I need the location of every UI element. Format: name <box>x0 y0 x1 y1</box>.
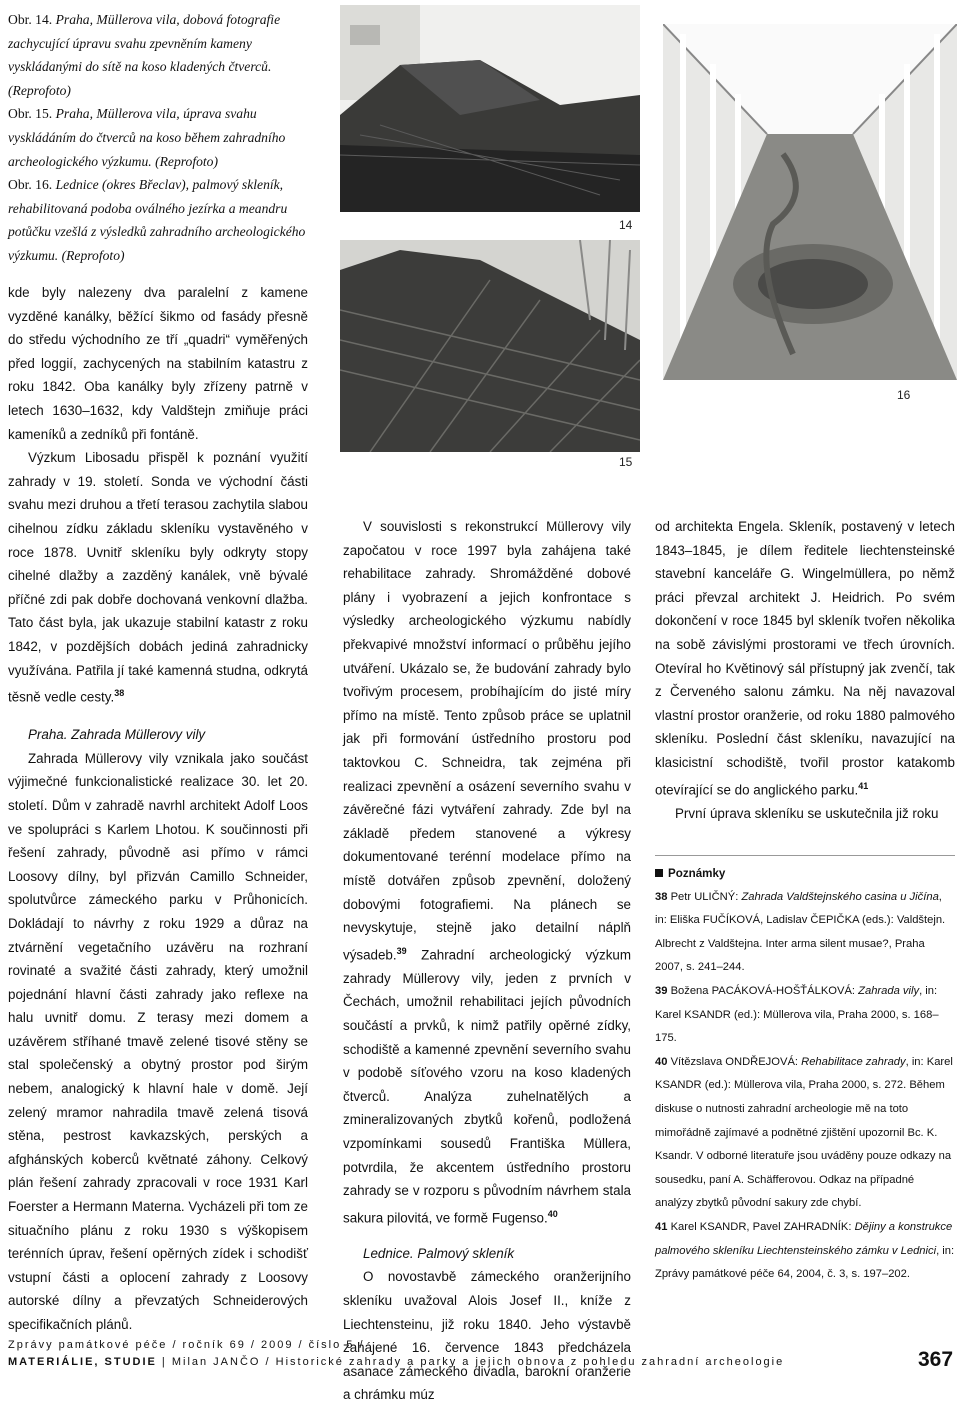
figure-15-number: 15 <box>619 455 633 469</box>
caption-15: Obr. 15. Praha, Müllerova vila, úprava svahu vyskládáním do čtverců na koso během zahradního archeologického výzkumu. (Reprofoto) <box>8 106 286 169</box>
figure-14-photo <box>340 5 640 212</box>
figure-16-photo <box>663 24 957 380</box>
paragraph: V souvislosti s rekonstrukcí Müllerovy vily započatou v roce 1997 byla zahájena také rehabilitace zahrady. Shromážděné dobové plány i vyobrazení a jejich konfrontace s výsledky archeologického výzkumu nabídly překvapivé množství informací o průběhu jejího utváření. Ukázalo se, že budování zahrady bylo tvořivým procesem, probíhajícím do jisté míry přímo na místě. Tento způsob práce se uplatnil jak při formování ústředního prostoru pod taktovkou C. Schneidra, tak zejména při realizaci zpevnění a osázení severního svahu v závěrečné fázi vytváření zahrady. Zde byl na základě předem stanovené a výkresy dokumentované terénní modelace přímo na místě dotvářen způsob zpevnění, doložený dobovými fotografiemi. Na plánech se nevyskytuje, stejně jako detailní náplň výsadeb.$^{39}$ Zahradní archeologický výzkum zahrady Müllerovy vily, jeden z prvních v Čechách, umožnil rehabilitaci jejích původních součástí a prvků, k nimž patřily opěrné zídky, schodiště a kamenné zpevnění severního svahu v podobě síťového vzoru na koso kladených čtverců. Analýza zuhelnatělých a zmineralizovaných zbytků kořenů, podložená vzpomínkami sousedů Františka Müllera, potvrdila, že akcentem ústředního prostoru zahrady se v rozporu s původním návrhem stala sakura pilovitá, ve formě Fugenso.$^{40}$ <box>343 519 631 1226</box>
text-column-3 <box>655 515 955 825</box>
notes-divider <box>655 855 955 856</box>
footnote-38: 38 Petr ULIČNÝ: Zahrada Valdštejnského casina u Jičína, in: Eliška FUČÍKOVÁ, Ladislav ČEPIČKA (eds.): Valdštejn. Albrecht z Valdštejna. Inter arma silent musae?, Praha 2007, s. 241–244. <box>655 890 946 974</box>
paragraph: Zahrada Müllerovy vily vznikala jako součást výjimečné funkcionalistické realizace 30. let 20. století. Dům v zahradě navrhl architekt Adolf Loos ve spolupráci s Karlem Lhotou. K součinnosti při řešení zahrady, původně asi přímo v rámci Loosovy dílny, byl přizván Camillo Schneider, spolutvůrce zámeckého parku v Průhonicích. Dokládají to návrhy z roku 1929 a důraz na ztvárnění vegetačního uzávěru na rozhraní rovinaté a svažité části zahrady, který umožnil pojednání hlavní části zahrady jako reflexe na halu uvnitř domu. Z terasy mezi domem a uzávěrem stříhané tmavě zelené tisové stěny se stal společenský a obytný prostor pod širým nebem, analogický k hlavní hale v domě. Její zelený mramor nahradila tmavě zelená tisová stěna, pestrost kavkazských, perských a afghánských koberců květnaté záhony. Celkový plán řešení zahrady zpracovali v roce 1931 Karl Foerster a Hermann Materna. Vycházeli při tom ze situačního plánu z roku 1930 s výškopisem terénních úprav, řešení opěrných zídek i schodišť vstupní části a oplocení zahrady z Loosovy autorské dílny a převzatých Schneiderových specifikačních plánů. <box>8 750 308 1332</box>
text-column-2 <box>343 515 631 1407</box>
footnote-ref-41: 41 <box>858 780 869 791</box>
section-label: MATERIÁLIE, STUDIE <box>8 1356 157 1368</box>
notes-title: Poznámky <box>655 862 955 886</box>
paragraph: od architekta Engela. Skleník, postavený v letech 1843–1845, je dílem ředitele liechtensteinské stavební kanceláře G. Wingelmüllera, po němž práci převzal architekt J. Heidrich. Po svém dokončení v roce 1845 byl skleník tvořen několika na sobě závislými prostorami ve třech úrovních. Otevíral ho Květinový sál přístupný jak zvenčí, tak z Červeného salonu zámku. Na něj navazoval vlastní prostor oranžerie, od roku 1880 palmového skleníku. Poslední část skleníku, navazující na klasicistní schodiště, tvořil prostor katakomb otevírající se do anglického parku.$^{41}$ <box>655 519 955 797</box>
article-author-title: Milan JANČO / Historické zahrady a parky a jejich obnova z pohledu zahradní archeologie <box>171 1356 785 1368</box>
footnotes <box>655 862 955 1287</box>
caption-14: Obr. 14. Praha, Müllerova vila, dobová fotografie zachycující úpravu svahu zpevněním kameny vyskládanými do sítě na koso kladených čtverců. (Reprofoto) <box>8 12 281 98</box>
footnote-41: 41 Karel KSANDR, Pavel ZAHRADNÍK: Dějiny a konstrukce palmového skleníku Liechtensteinského zámku v Lednici, in: Zprávy památkové péče 64, 2004, č. 3, s. 197–202. <box>655 1220 955 1281</box>
page-number: 367 <box>918 1348 954 1371</box>
section-heading-mullerova: Praha. Zahrada Müllerovy vily <box>28 727 206 743</box>
text-column-1 <box>8 281 308 1337</box>
footnote-39: 39 Božena PACÁKOVÁ-HOŠŤÁLKOVÁ: Zahrada vily, in: Karel KSANDR (ed.): Müllerova vila, Praha 2000, s. 168–175. <box>655 984 939 1045</box>
footnote-ref-40: 40 <box>547 1208 558 1219</box>
footnote-ref-38: 38 <box>114 688 125 699</box>
footnote-40: 40 Vítězslava ONDŘEJOVÁ: Rehabilitace zahrady, in: Karel KSANDR (ed.): Müllerova vila, Praha 2000, s. 272. Během diskuse o nutnosti zahradní archeologie mě na toto mimořádně zajímavé a podnětné zjištění upozornil Bc. K. Ksandr. V odborné literatuře jsou uváděny pouze odkazy na sousedku, paní A. Schäfferovou. Odkaz na případné analýzy zbytků původní sakury zde chybí. <box>655 1055 953 1210</box>
paragraph: První úprava skleníku se uskutečnila již roku <box>675 805 939 821</box>
square-bullet-icon <box>655 869 663 877</box>
caption-16: Obr. 16. Lednice (okres Břeclav), palmový skleník, rehabilitovaná podoba oválného jezírka a meandru potůčku vzešlá z výsledků zahradního archeologického výzkumu. (Reprofoto) <box>8 177 306 263</box>
footnote-ref-39: 39 <box>396 945 407 956</box>
paragraph: Výzkum Libosadu přispěl k poznání využití zahrady v 19. století. Sonda ve východní části svahu mezi druhou a třetí terasou zachytila slabou cihelnou zídku základu skleníku vystavěného v roce 1878. Uvnitř skleníku byly odkryty stopy cihelné dlažby a zazděný kanálek, vně bývalé příčné zdi pak dobře dochovaná venkovní dlažba. Tato část byla, jak ukazuje stabilní katastr z roku 1842, v pozdějších dobách jediná zahradnicky využívána. Patřila jí také kamenná studna, odkrytá těsně vedle cesty.$^{38}$ <box>8 450 308 705</box>
section-heading-lednice: Lednice. Palmový skleník <box>363 1245 515 1261</box>
paragraph: kde byly nalezeny dva paralelní z kamene vyzděné kanálky, běžící šikmo od fasády přesně do středu východního ze tří „quadri“ vyměřených před loggií, zachycených na stabilním katastru z roku 1842. Oba kanálky byly zřízeny patrně v letech 1630–1632, kdy Valdštejn zmiňuje práci kameníků a zedníků při fontáně. <box>8 285 308 442</box>
paragraph: O novostavbě zámeckého oranžerijního skleníku uvažoval Alois Josef II., kníže z Liechtensteinu, již roku 1840. Jeho výstavbě zahájené 16. července 1843 předcházela asanace zámeckého divadla, barokní oranžerie a chrámku múz <box>343 1269 631 1403</box>
figure-captions <box>8 8 308 268</box>
journal-line: Zprávy památkové péče / ročník 69 / 2009 / číslo 5 / <box>8 1339 365 1351</box>
figure-16-number: 16 <box>897 388 911 402</box>
figure-15-photo <box>340 240 640 452</box>
article-line: MATERIÁLIE, STUDIE | Milan JANČO / Historické zahrady a parky a jejich obnova z pohledu zahradní archeologie <box>8 1356 785 1368</box>
figure-14-number: 14 <box>619 218 633 232</box>
